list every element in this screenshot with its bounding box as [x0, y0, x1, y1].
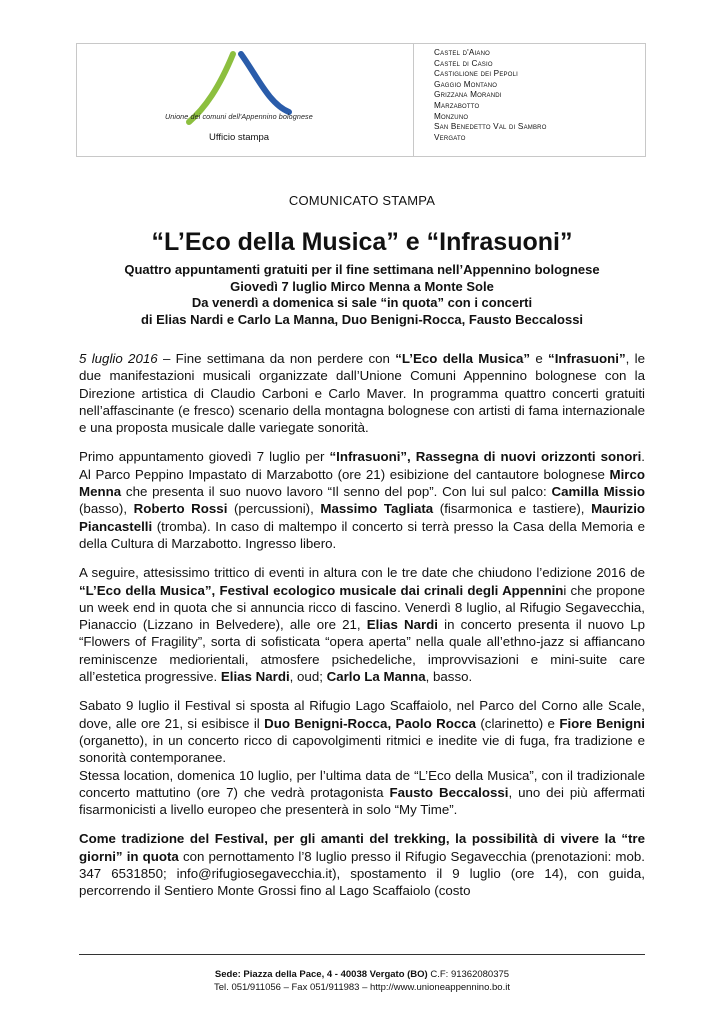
artist-name: Camilla Missio: [551, 484, 645, 500]
text-run: in concerto presenta il nuovo Lp “Flowers of Fragility”, sorta di sofisticata “opera aperta” nella quale all’ethno-jazz si affiancano reminiscenze mediorientali, atmosfere psichedeliche, improvvisazioni e mini-suite care all’estetica progressive.: [79, 617, 645, 685]
paragraph-eco-della-musica: [79, 564, 645, 685]
text-run: i che propone un week end in quota che si annuncia ricco di fascino. Venerdì 8 luglio, al Rifugio Segavecchia, Pianaccio (Lizzano in Belvedere), alle ore 21,: [79, 582, 645, 633]
artist-name: Massimo Tagliata: [320, 501, 434, 517]
text-run: (clarinetto) e: [476, 715, 560, 731]
subtitle-block: [0, 262, 724, 328]
footer-divider: [79, 954, 645, 955]
text-run: (fisarmonica e tastiere),: [433, 501, 592, 517]
text-run: , uno dei più affermati fisarmonicisti a livello europeo che presenterà in solo “My Time”.: [79, 784, 645, 818]
artist-name: Carlo La Manna: [326, 669, 426, 685]
text-run: , oud;: [289, 669, 327, 685]
text-run: che presenta il suo nuovo lavoro “Il senno del pop”. Con lui sul palco:: [121, 484, 552, 500]
text-run: (percussioni),: [227, 501, 321, 517]
subtitle-line: Giovedì 7 luglio Mirco Menna a Monte Sole: [230, 278, 494, 294]
text-run: Stessa location, domenica 10 luglio, per l’ultima data de “L’Eco della Musica”, con il tradizionale concerto mattutino (ore 7) che vedrà protagonista: [79, 767, 645, 800]
paragraph-infrasuoni: [79, 448, 645, 552]
text-run: – Fine settimana da non perdere con: [157, 351, 396, 366]
subtitle-line: Quattro appuntamenti gratuiti per il fine settimana nell’Appennino bolognese: [124, 262, 600, 277]
text-run: (organetto), in un concerto ricco di capovolgimenti ritmici e inedite vie di fuga, fra tradizione e sonorità contemporanee.: [79, 732, 645, 766]
town-item: Castel d'Aiano: [434, 48, 491, 57]
paragraph-trekking: [79, 830, 645, 899]
text-run: e: [530, 351, 549, 366]
festival-name: “Infrasuoni”: [548, 351, 626, 366]
press-office-label: Ufficio stampa: [209, 132, 270, 143]
text-run: A seguire, attesissimo trittico di eventi in altura con le tre date che chiudono l’edizione 2016 de: [79, 565, 645, 581]
artist-name: Fiore Benigni: [559, 715, 645, 731]
footer-tax-code: C.F: 91362080375: [427, 969, 510, 980]
release-date: 5 luglio 2016: [79, 351, 158, 366]
text-run: Primo appuntamento giovedì 7 luglio per: [79, 449, 330, 465]
artist-name: Duo Benigni-Rocca, Paolo Rocca: [264, 715, 476, 731]
artist-name: Roberto Rossi: [133, 501, 228, 517]
town-item: Castiglione dei Pepoli: [434, 69, 519, 79]
artist-name: Elias Nardi: [366, 617, 438, 633]
artist-name: Mirco Menna: [79, 466, 645, 500]
artist-name: Elias Nardi: [220, 669, 290, 685]
footer-contacts: Tel. 051/911056 – Fax 051/911983 – http://www.unioneappennino.bo.it: [214, 982, 510, 993]
paragraph-intro: [79, 350, 645, 436]
town-item: Vergato: [434, 132, 466, 142]
town-item: Monzuno: [434, 111, 469, 121]
town-item: Castel di Casio: [434, 58, 493, 68]
emphasis: Come tradizione del Festival, per gli amanti del trekking, la possibilità di vivere la “tre giorni” in quota: [79, 831, 645, 864]
page-title: “L’Eco della Musica” e “Infrasuoni”: [151, 228, 573, 256]
footer-address: Sede: Piazza della Pace, 4 - 40038 Vergato (BO): [214, 969, 428, 980]
paragraph-saturday: [79, 697, 645, 766]
town-item: Grizzana Morandi: [434, 90, 502, 100]
festival-name: “L’Eco della Musica”: [395, 351, 531, 366]
paragraph-sunday: [79, 767, 645, 819]
text-run: , basso.: [425, 669, 473, 685]
logo-caption: Unione dei comuni dell'Appennino bolognese: [165, 112, 313, 121]
text-run: , le due manifestazioni musicali organizzate dall’Unione Comuni Appennino bolognese con la Direzione artistica di Claudio Carboni e Carlo Maver. In programma quattro concerti gratuiti nell’affascinante (e fresco) scenario della montagna bolognese con artisti di fama internazionale e una proposta musicale dalle variegate sonorità.: [79, 351, 645, 436]
subtitle-line: Da venerdì a domenica si sale “in quota” con i concerti: [191, 295, 533, 310]
text-run: con pernottamento l’8 luglio presso il Rifugio Segavecchia (prenotazioni: mob. 347 6531850; info@rifugiosegavecchia.it), spostamento il 9 luglio (ore 14), con guida, percorrendo il Sentiero Monte Grossi fino al Lago Scaffaiolo (costo: [79, 848, 645, 899]
text-run: (tromba). In caso di maltempo il concerto si terrà presso la Casa della Memoria e della Cultura di Marzabotto. Ingresso libero.: [79, 518, 645, 551]
footer: [0, 968, 724, 994]
text-run: Sabato 9 luglio il Festival si sposta al Rifugio Lago Scaffaiolo, nel Parco del Corno alle Scale, dove, alle ore 21, si esibisce il: [79, 698, 645, 731]
member-towns-list: [414, 44, 547, 156]
town-item: Gaggio Montano: [434, 79, 498, 89]
emphasis: “Infrasuoni”, Rassegna di nuovi orizzonti sonori: [329, 449, 642, 465]
artist-name: Maurizio Piancastelli: [79, 501, 646, 534]
subtitle-line: di Elias Nardi e Carlo La Manna, Duo Benigni-Rocca, Fausto Beccalossi: [140, 311, 584, 327]
letterhead: [76, 43, 646, 157]
town-item: Marzabotto: [434, 100, 480, 110]
text-run: . Al Parco Peppino Impastato di Marzabotto (ore 21) esibizione del cantautore bolognese: [79, 449, 645, 482]
artist-name: Fausto Beccalossi: [389, 784, 509, 800]
press-release-label: COMUNICATO STAMPA: [288, 193, 436, 208]
footer-address-line: [0, 968, 724, 981]
town-item: San Benedetto Val di Sambro: [434, 122, 547, 132]
letterhead-logo-panel: [77, 44, 414, 156]
text-run: (basso),: [79, 501, 134, 517]
emphasis: “L’Eco della Musica”, Festival ecologico musicale dai crinali degli Appennin: [79, 582, 564, 598]
article-body: [79, 350, 645, 912]
